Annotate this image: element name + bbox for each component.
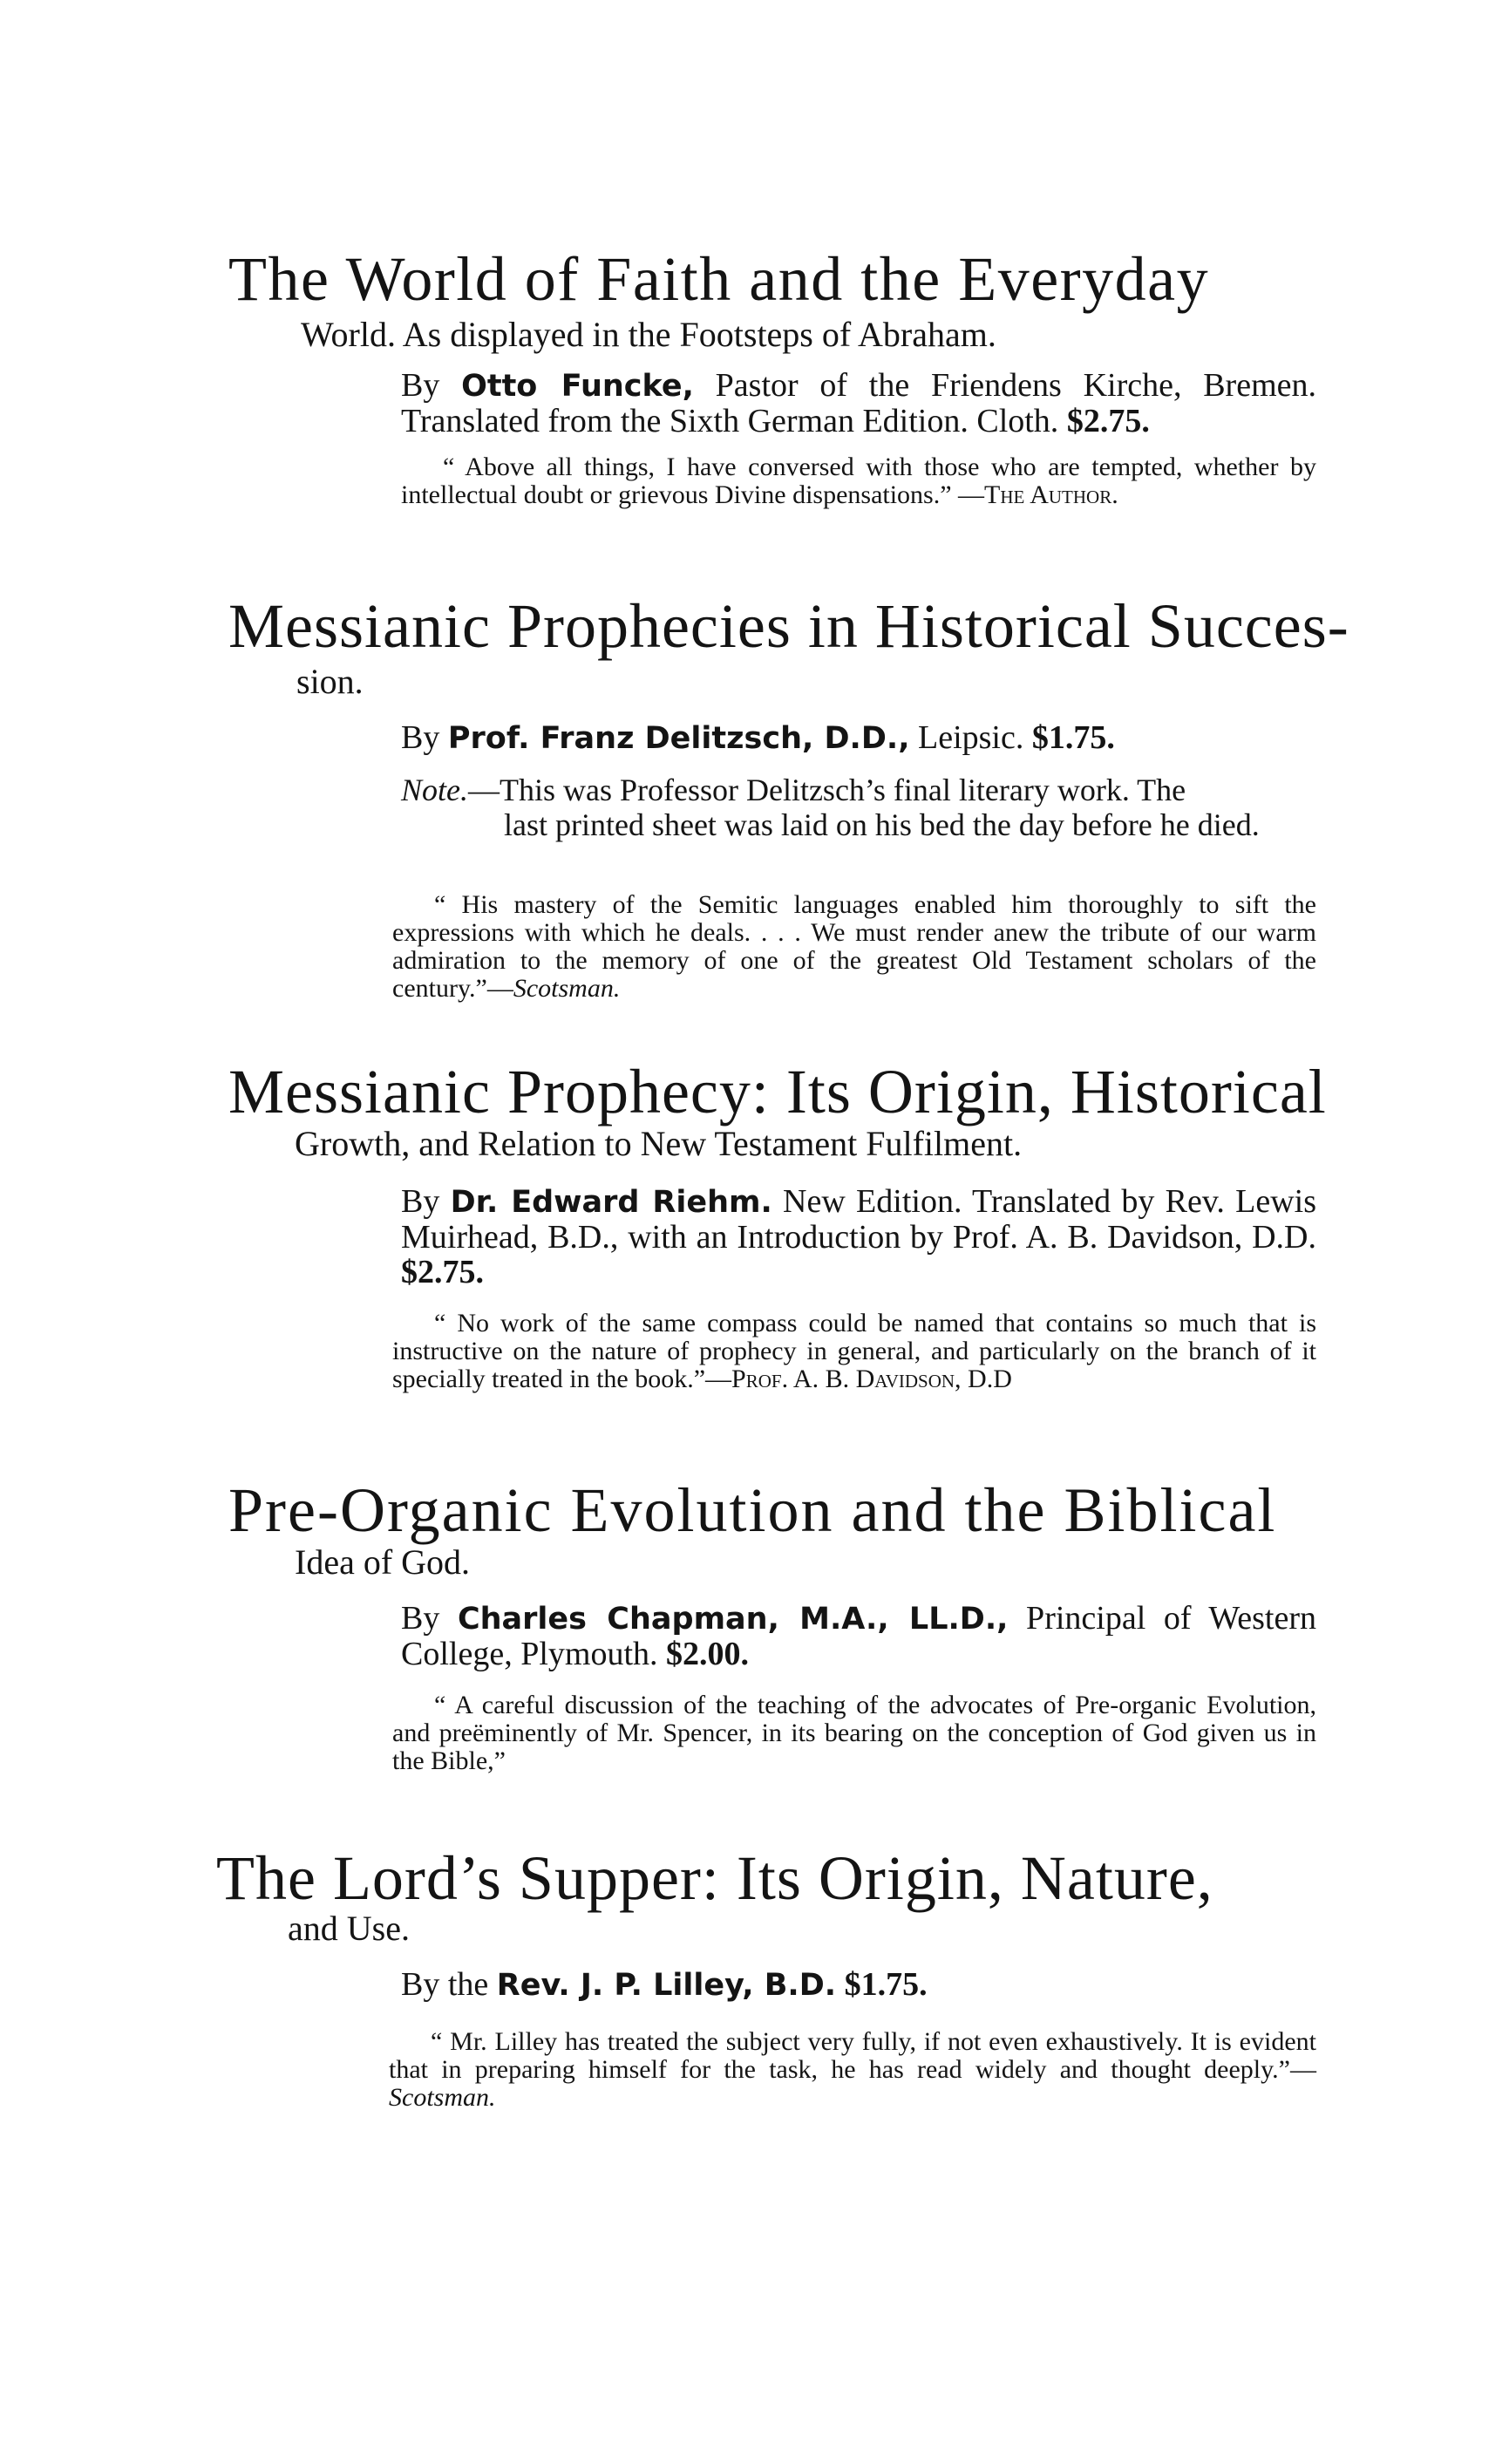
byline-details: New Edition. Translated by Rev. Lewis Muirhead, B.D., with an Introduction by Prof. A. B. Davidson, D.D. bbox=[401, 1183, 1316, 1256]
book-subtitle: Growth, and Relation to New Testament Fulfilment. bbox=[295, 1124, 1023, 1163]
quote-source: Prof. A. B. Davidson, D.D bbox=[731, 1365, 1012, 1393]
author-name: Rev. J. P. Lilley, B.D. bbox=[496, 1968, 837, 2003]
price: $1.75. bbox=[844, 1966, 928, 2003]
note-text: —This was Professor Delitzsch’s final literary work. The bbox=[468, 773, 1186, 807]
review-quote bbox=[392, 891, 1316, 1003]
byline bbox=[401, 1184, 1316, 1290]
byline bbox=[401, 1967, 1316, 2003]
book-title: The Lord’s Supper: Its Origin, Nature, bbox=[216, 1843, 1213, 1913]
review-quote bbox=[401, 453, 1316, 509]
price: $2.75. bbox=[1066, 403, 1150, 439]
author-name: Dr. Edward Riehm. bbox=[450, 1185, 772, 1220]
byline-details: Principal of Western College, Plymouth. bbox=[401, 1600, 1316, 1672]
price: $2.75. bbox=[401, 1254, 484, 1290]
author-name: Prof. Franz Delitzsch, D.D., bbox=[447, 721, 910, 756]
byline bbox=[401, 720, 1316, 756]
author-name: Charles Chapman, M.A., LL.D., bbox=[457, 1602, 1009, 1637]
book-title: Messianic Prophecies in Historical Succes- bbox=[228, 591, 1349, 661]
note-label: Note. bbox=[401, 773, 468, 807]
quote-source: The Author. bbox=[984, 480, 1118, 509]
quote-source: Scotsman. bbox=[389, 2083, 496, 2112]
book-subtitle: and Use. bbox=[288, 1909, 410, 1948]
by-prefix: By bbox=[401, 1183, 451, 1220]
quote-text: “ No work of the same compass could be named that contains so much that is instructive on the nature of prophecy in general, and particularly on the branch of it specially treated in the book.”— bbox=[392, 1309, 1316, 1393]
byline-details bbox=[836, 1966, 845, 2003]
quote-text: “ Mr. Lilley has treated the subject very fully, if not even exhaustively. It is evident that in preparing himself for the task, he has read widely and thought deeply.”— bbox=[389, 2027, 1316, 2084]
quote-text: “ His mastery of the Semitic languages enabled him thoroughly to sift the expressions with which he deals. . . . We must render anew the tribute of our warm admiration to the memory of one of the greatest Old Testament scholars of the century.”— bbox=[392, 890, 1316, 1003]
by-prefix: By bbox=[401, 367, 462, 404]
book-subtitle: sion. bbox=[296, 662, 364, 701]
quote-text: “ A careful discussion of the teaching of the advocates of Pre-organic Evolution, and preëminently of Mr. Spencer, in its bearing on the conception of God given us in the Bible,” bbox=[392, 1691, 1316, 1775]
by-prefix: By bbox=[401, 1600, 458, 1637]
byline-details: Pastor of the Friendens Kirche, Bremen. Translated from the Sixth German Edition. Cloth. bbox=[401, 367, 1316, 439]
book-subtitle: World. As displayed in the Footsteps of Abraham. bbox=[301, 315, 996, 354]
by-prefix: By the bbox=[401, 1966, 497, 2003]
book-title: Messianic Prophecy: Its Origin, Historical bbox=[228, 1057, 1327, 1126]
price: $1.75. bbox=[1031, 719, 1115, 756]
book-title: The World of Faith and the Everyday bbox=[228, 244, 1210, 314]
by-prefix: By bbox=[401, 719, 448, 756]
book-note bbox=[401, 773, 1316, 842]
book-subtitle: Idea of God. bbox=[295, 1542, 471, 1582]
review-quote bbox=[392, 1310, 1316, 1393]
review-quote bbox=[389, 2028, 1316, 2112]
price: $2.00. bbox=[666, 1636, 749, 1672]
note-continuation: last printed sheet was laid on his bed the day before he died. bbox=[504, 807, 1260, 842]
byline bbox=[401, 1601, 1316, 1671]
book-title: Pre-Organic Evolution and the Biblical bbox=[228, 1475, 1277, 1545]
review-quote bbox=[392, 1691, 1316, 1775]
quote-source: Scotsman. bbox=[513, 974, 621, 1003]
byline-details: Leipsic. bbox=[909, 719, 1032, 756]
quote-text: “ Above all things, I have conversed with those who are tempted, whether by intellectual doubt or grievous Divine dispensations.” — bbox=[401, 453, 1316, 509]
byline bbox=[401, 368, 1316, 439]
author-name: Otto Funcke, bbox=[461, 369, 694, 404]
